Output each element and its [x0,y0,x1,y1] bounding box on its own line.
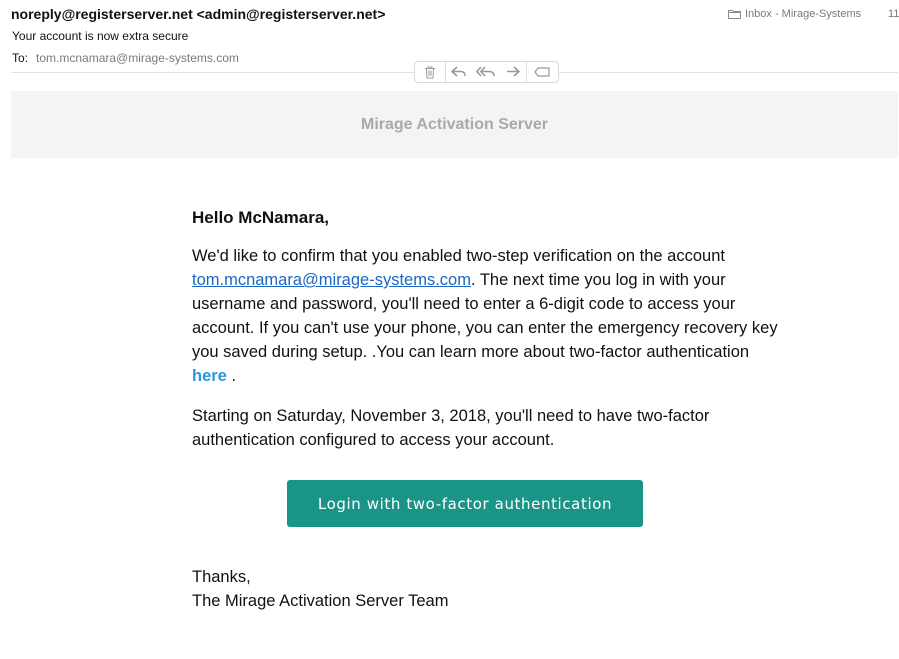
tag-icon [534,67,550,77]
paragraph-verification [192,244,782,388]
trash-icon [424,66,436,79]
reply-all-icon [476,66,496,78]
paragraph-deadline: Starting on Saturday, November 3, 2018, you'll need to have two-factor authentication configured to access your account. [192,407,710,449]
learn-more-link[interactable]: here [192,367,227,385]
email-banner [11,91,898,158]
recipient-address[interactable]: tom.mcnamara@mirage-systems.com [36,51,239,65]
thanks-text: Thanks, [192,568,251,586]
reply-button[interactable] [446,62,472,82]
to-label: To: [12,51,29,65]
signoff [192,565,448,613]
message-toolbar [414,61,559,83]
reply-icon [451,66,467,78]
paragraph-text: We'd like to confirm that you enabled two-step verification on the account [192,247,725,265]
subject: Your account is now extra secure [12,29,189,43]
mailbox-label[interactable] [728,8,861,20]
forward-button[interactable] [500,62,526,82]
signature-text: The Mirage Activation Server Team [192,592,449,610]
paragraph-text: . [226,367,237,385]
forward-icon [505,66,521,78]
email-body [192,206,782,468]
reply-all-button[interactable] [472,62,500,82]
banner-title: Mirage Activation Server [360,115,549,133]
label-button[interactable] [527,62,557,82]
mailbox-name: Inbox - Mirage-Systems [745,8,862,20]
login-2fa-button[interactable]: Login with two-factor authentication [287,480,643,527]
paragraph-text: . The next time you log in with your username and password, you'll need to enter a 6-digit code to access your account. If you can't use your phone, you can enter the emergency recovery key you saved during setup. .You can learn more about two-factor authentication [192,271,778,361]
greeting: Hello McNamara, [192,208,329,227]
sender[interactable]: noreply@registerserver.net <admin@registerserver.net> [11,6,386,22]
recipient-row [12,51,239,65]
folder-icon [728,9,741,19]
received-time: 11 [888,8,899,20]
delete-button[interactable] [415,62,445,82]
account-email-link[interactable]: tom.mcnamara@mirage-systems.com [192,271,471,289]
